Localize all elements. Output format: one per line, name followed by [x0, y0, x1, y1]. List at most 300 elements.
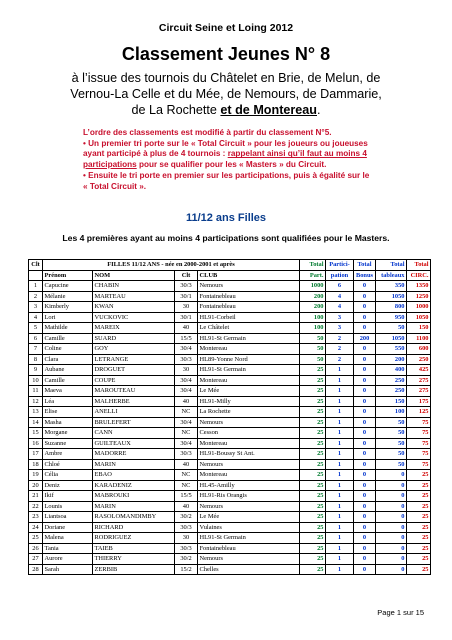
cell-prenom: Malena: [43, 533, 93, 544]
cell-participation: 2: [326, 333, 354, 344]
col-part: Part.: [300, 270, 326, 281]
cell-classement: 40: [175, 459, 198, 470]
col-total-bonus: Total: [354, 260, 376, 271]
cell-participation: 1: [326, 491, 354, 502]
cell-nom: MALHERBE: [93, 396, 175, 407]
cell-club: HL45-Amilly: [198, 480, 300, 491]
col-prenom: Prénom: [43, 270, 93, 281]
cell-prenom: Capucine: [43, 281, 93, 292]
cell-prenom: Célia: [43, 470, 93, 481]
cell-prenom: Deniz: [43, 480, 93, 491]
cell-participation: 1: [326, 564, 354, 575]
cell-club: HL91-Corbeil: [198, 312, 300, 323]
cell-club: Fontainebleau: [198, 291, 300, 302]
cell-total-part: 200: [300, 302, 326, 313]
table-row: [29, 386, 431, 397]
cell-nom: LETRANGE: [93, 354, 175, 365]
cell-total-circuit: 275: [407, 375, 431, 386]
cell-classement: 30/4: [175, 344, 198, 355]
cell-prenom: Sarah: [43, 564, 93, 575]
cell-tableaux: 50: [376, 417, 407, 428]
cell-classement: 30: [175, 533, 198, 544]
cell-classement: 30/4: [175, 417, 198, 428]
cell-club: HL91-Boussy St Ant.: [198, 449, 300, 460]
cell-prenom: Doriane: [43, 522, 93, 533]
cell-bonus: 0: [354, 533, 376, 544]
cell-participation: 1: [326, 501, 354, 512]
cell-nom: SUARD: [93, 333, 175, 344]
table-row: [29, 491, 431, 502]
table-row: [29, 564, 431, 575]
cell-total-part: 25: [300, 459, 326, 470]
cell-rank: 17: [29, 449, 43, 460]
subtitle-line-2: Vernou-La Celle et du Mée, de Nemours, de Dammarie,: [70, 87, 382, 101]
cell-classement: 15/2: [175, 564, 198, 575]
cell-rank: 22: [29, 501, 43, 512]
cell-rank: 7: [29, 344, 43, 355]
col-participation: Partici-: [326, 260, 354, 271]
cell-total-circuit: 600: [407, 344, 431, 355]
cell-total-part: 25: [300, 522, 326, 533]
cell-classement: 40: [175, 501, 198, 512]
cell-nom: CANN: [93, 428, 175, 439]
cell-nom: ANELLI: [93, 407, 175, 418]
cell-club: Nemours: [198, 459, 300, 470]
cell-total-circuit: 150: [407, 323, 431, 334]
cell-rank: 16: [29, 438, 43, 449]
cell-classement: 30/3: [175, 354, 198, 365]
cell-tableaux: 950: [376, 312, 407, 323]
cell-nom: MADORRE: [93, 449, 175, 460]
cell-rank: 12: [29, 396, 43, 407]
cell-rank: 3: [29, 302, 43, 313]
table-row: [29, 333, 431, 344]
cell-classement: 30/3: [175, 543, 198, 554]
cell-prenom: Camille: [43, 375, 93, 386]
cell-rank: 9: [29, 365, 43, 376]
cell-club: Montereau: [198, 470, 300, 481]
table-row: [29, 522, 431, 533]
cell-nom: ZERBIB: [93, 564, 175, 575]
cell-total-part: 25: [300, 470, 326, 481]
cell-tableaux: 50: [376, 449, 407, 460]
cell-rank: 21: [29, 491, 43, 502]
cell-club: HL89-Yonne Nord: [198, 354, 300, 365]
cell-club: Montereau: [198, 375, 300, 386]
col-total-circuit: Total: [407, 260, 431, 271]
cell-nom: TAIEB: [93, 543, 175, 554]
cell-club: HL91-Ris Orangis: [198, 491, 300, 502]
cell-bonus: 0: [354, 375, 376, 386]
cell-club: Le Châtelet: [198, 323, 300, 334]
cell-participation: 1: [326, 375, 354, 386]
note-line: « Total Circuit ».: [83, 181, 147, 191]
cell-total-part: 50: [300, 344, 326, 355]
cell-rank: 15: [29, 428, 43, 439]
cell-tableaux: 0: [376, 564, 407, 575]
cell-prenom: Coline: [43, 344, 93, 355]
cell-nom: MARIN: [93, 459, 175, 470]
cell-bonus: 0: [354, 312, 376, 323]
cell-participation: 1: [326, 386, 354, 397]
cell-bonus: 0: [354, 491, 376, 502]
cell-participation: 1: [326, 396, 354, 407]
cell-total-part: 25: [300, 501, 326, 512]
cell-participation: 1: [326, 480, 354, 491]
cell-tableaux: 200: [376, 354, 407, 365]
table-row: [29, 512, 431, 523]
cell-club: Vulaines: [198, 522, 300, 533]
cell-bonus: 0: [354, 417, 376, 428]
cell-prenom: Suzanne: [43, 438, 93, 449]
cell-total-part: 100: [300, 323, 326, 334]
cell-tableaux: 250: [376, 375, 407, 386]
cell-prenom: Léa: [43, 396, 93, 407]
table-row: [29, 438, 431, 449]
note-line: • Ensuite le tri porte en premier sur les participations, puis à égalité sur le: [83, 170, 370, 180]
cell-bonus: 0: [354, 396, 376, 407]
cell-tableaux: 50: [376, 459, 407, 470]
cell-total-circuit: 75: [407, 428, 431, 439]
cell-classement: 30/3: [175, 281, 198, 292]
cell-total-circuit: 1050: [407, 312, 431, 323]
cell-prenom: Ikif: [43, 491, 93, 502]
note-line: [83, 149, 383, 160]
cell-classement: 40: [175, 396, 198, 407]
cell-bonus: 0: [354, 386, 376, 397]
cell-participation: 2: [326, 354, 354, 365]
cell-total-part: 25: [300, 438, 326, 449]
cell-total-part: 100: [300, 312, 326, 323]
cell-rank: 24: [29, 522, 43, 533]
col-classement: Clt: [175, 270, 198, 281]
cell-participation: 1: [326, 449, 354, 460]
cell-total-part: 1000: [300, 281, 326, 292]
table-row: [29, 501, 431, 512]
cell-total-circuit: 75: [407, 417, 431, 428]
cell-nom: GOY: [93, 344, 175, 355]
cell-tableaux: 0: [376, 543, 407, 554]
cell-rank: 19: [29, 470, 43, 481]
cell-total-circuit: 1350: [407, 281, 431, 292]
note-line: L’ordre des classements est modifié à partir du classement N°5.: [83, 128, 332, 137]
cell-nom: THIERRY: [93, 554, 175, 565]
cell-participation: 3: [326, 323, 354, 334]
col-group-title: FILLES 11/12 ANS - née en 2000-2001 et après: [43, 260, 300, 271]
cell-nom: KARADENIZ: [93, 480, 175, 491]
cell-rank: 18: [29, 459, 43, 470]
cell-tableaux: 50: [376, 428, 407, 439]
cell-rank: 14: [29, 417, 43, 428]
cell-rank: 6: [29, 333, 43, 344]
cell-club: Nemours: [198, 417, 300, 428]
cell-total-circuit: 25: [407, 564, 431, 575]
col-blank: [29, 270, 43, 281]
cell-participation: 3: [326, 312, 354, 323]
cell-tableaux: 350: [376, 281, 407, 292]
cell-nom: COUPE: [93, 375, 175, 386]
cell-total-part: 50: [300, 333, 326, 344]
cell-club: Nemours: [198, 281, 300, 292]
note-underlined: rappelant ainsi qu’il faut au moins 4: [227, 149, 367, 159]
cell-tableaux: 0: [376, 522, 407, 533]
cell-club: HL91-Milly: [198, 396, 300, 407]
cell-rank: 28: [29, 564, 43, 575]
cell-classement: 30/4: [175, 375, 198, 386]
cell-tableaux: 0: [376, 501, 407, 512]
cell-rank: 26: [29, 543, 43, 554]
table-row: [29, 365, 431, 376]
cell-nom: EBAO: [93, 470, 175, 481]
cell-nom: RODRIGUEZ: [93, 533, 175, 544]
table-row: [29, 354, 431, 365]
cell-tableaux: 250: [376, 386, 407, 397]
col-tableaux: tableaux: [376, 270, 407, 281]
cell-prenom: Tania: [43, 543, 93, 554]
col-rank: Clt: [29, 260, 43, 271]
cell-total-circuit: 25: [407, 491, 431, 502]
page-title: Classement Jeunes N° 8: [121, 44, 331, 64]
cell-total-circuit: 25: [407, 470, 431, 481]
cell-total-circuit: 75: [407, 459, 431, 470]
cell-prenom: Kimberly: [43, 302, 93, 313]
table-row: [29, 480, 431, 491]
cell-club: Le Mée: [198, 512, 300, 523]
cell-club: Le Mée: [198, 386, 300, 397]
cell-total-part: 25: [300, 480, 326, 491]
cell-nom: MAREIX: [93, 323, 175, 334]
cell-participation: 4: [326, 302, 354, 313]
cell-rank: 1: [29, 281, 43, 292]
cell-total-circuit: 175: [407, 396, 431, 407]
table-row: [29, 459, 431, 470]
cell-total-circuit: 25: [407, 480, 431, 491]
cell-prenom: Aubane: [43, 365, 93, 376]
cell-tableaux: 50: [376, 323, 407, 334]
cell-total-part: 25: [300, 375, 326, 386]
cell-prenom: Ambre: [43, 449, 93, 460]
cell-participation: 1: [326, 438, 354, 449]
cell-participation: 1: [326, 365, 354, 376]
cell-club: Nemours: [198, 554, 300, 565]
cell-tableaux: 50: [376, 438, 407, 449]
cell-total-part: 25: [300, 554, 326, 565]
cell-participation: 6: [326, 281, 354, 292]
cell-bonus: 0: [354, 564, 376, 575]
cell-rank: 20: [29, 480, 43, 491]
cell-rank: 5: [29, 323, 43, 334]
cell-nom: MARTEAU: [93, 291, 175, 302]
cell-club: HL91-St Germain: [198, 365, 300, 376]
cell-total-circuit: 275: [407, 386, 431, 397]
cell-prenom: Liantsoa: [43, 512, 93, 523]
cell-participation: 1: [326, 417, 354, 428]
cell-classement: 30/1: [175, 291, 198, 302]
cell-nom: DROGUET: [93, 365, 175, 376]
cell-total-circuit: 1100: [407, 333, 431, 344]
circuit-title: Circuit Seine et Loing 2012: [158, 22, 294, 34]
table-subheader-row: [29, 270, 431, 281]
cell-classement: 15/5: [175, 491, 198, 502]
col-pation: pation: [326, 270, 354, 281]
cell-rank: 10: [29, 375, 43, 386]
cell-prenom: Camille: [43, 333, 93, 344]
cell-prenom: Mathilde: [43, 323, 93, 334]
cell-rank: 11: [29, 386, 43, 397]
cell-bonus: 0: [354, 323, 376, 334]
cell-bonus: 0: [354, 291, 376, 302]
cell-total-circuit: 75: [407, 449, 431, 460]
section-title: 11/12 ans Filles: [185, 212, 267, 224]
cell-nom: RICHARD: [93, 522, 175, 533]
note-line: • Un premier tri porte sur le « Total Circuit » pour les joueurs ou joueuses: [83, 138, 368, 148]
cell-nom: GUILTEAUX: [93, 438, 175, 449]
note-text: pour se qualifier pour les « Masters » du Circuit.: [136, 160, 327, 170]
cell-club: La Rochette: [198, 407, 300, 418]
cell-participation: 2: [326, 344, 354, 355]
cell-nom: MARIN: [93, 501, 175, 512]
cell-rank: 13: [29, 407, 43, 418]
table-row: [29, 375, 431, 386]
table-header-row: [29, 260, 431, 271]
cell-tableaux: 1050: [376, 333, 407, 344]
cell-nom: KWAN: [93, 302, 175, 313]
cell-bonus: 0: [354, 522, 376, 533]
note-line: [83, 160, 383, 171]
qualification-note: Les 4 premières ayant au moins 4 participations sont qualifiées pour le Masters.: [62, 233, 390, 243]
table-row: [29, 554, 431, 565]
cell-participation: 1: [326, 470, 354, 481]
cell-total-circuit: 25: [407, 554, 431, 565]
col-club: CLUB: [198, 270, 300, 281]
cell-total-circuit: 1000: [407, 302, 431, 313]
col-bonus: Bonus: [354, 270, 376, 281]
cell-total-circuit: 425: [407, 365, 431, 376]
cell-bonus: 0: [354, 302, 376, 313]
cell-prenom: Aurore: [43, 554, 93, 565]
table-row: [29, 417, 431, 428]
cell-rank: 27: [29, 554, 43, 565]
cell-club: Fontainebleau: [198, 302, 300, 313]
cell-nom: MAROUTEAU: [93, 386, 175, 397]
cell-tableaux: 150: [376, 396, 407, 407]
cell-classement: 30/2: [175, 512, 198, 523]
cell-club: HL91-St Germain: [198, 333, 300, 344]
table-row: [29, 291, 431, 302]
table-row: [29, 449, 431, 460]
col-total-tableaux: Total: [376, 260, 407, 271]
cell-club: Montereau: [198, 438, 300, 449]
cell-bonus: 0: [354, 543, 376, 554]
cell-prenom: Masha: [43, 417, 93, 428]
cell-classement: 40: [175, 323, 198, 334]
cell-prenom: Lounis: [43, 501, 93, 512]
cell-tableaux: 100: [376, 407, 407, 418]
cell-bonus: 0: [354, 438, 376, 449]
cell-club: Fontainebleau: [198, 543, 300, 554]
cell-prenom: Morgane: [43, 428, 93, 439]
cell-bonus: 0: [354, 407, 376, 418]
cell-bonus: 0: [354, 501, 376, 512]
cell-bonus: 0: [354, 365, 376, 376]
cell-bonus: 0: [354, 449, 376, 460]
cell-prenom: Elise: [43, 407, 93, 418]
cell-total-part: 25: [300, 449, 326, 460]
cell-total-circuit: 25: [407, 512, 431, 523]
cell-classement: 30: [175, 302, 198, 313]
cell-participation: 1: [326, 522, 354, 533]
cell-total-part: 25: [300, 533, 326, 544]
cell-bonus: 0: [354, 344, 376, 355]
cell-prenom: Mélanie: [43, 291, 93, 302]
cell-rank: 23: [29, 512, 43, 523]
cell-rank: 25: [29, 533, 43, 544]
cell-rank: 2: [29, 291, 43, 302]
cell-tableaux: 550: [376, 344, 407, 355]
cell-bonus: 0: [354, 459, 376, 470]
ranking-table: [28, 259, 431, 575]
cell-total-part: 50: [300, 354, 326, 365]
col-circ: CIRC.: [407, 270, 431, 281]
table-row: [29, 533, 431, 544]
cell-total-part: 25: [300, 365, 326, 376]
table-row: [29, 407, 431, 418]
cell-rank: 4: [29, 312, 43, 323]
cell-bonus: 0: [354, 480, 376, 491]
table-row: [29, 323, 431, 334]
cell-classement: 15/5: [175, 333, 198, 344]
cell-classement: NC: [175, 407, 198, 418]
cell-participation: 1: [326, 543, 354, 554]
cell-bonus: 0: [354, 470, 376, 481]
cell-participation: 1: [326, 533, 354, 544]
cell-total-part: 25: [300, 564, 326, 575]
note-underlined: participations: [83, 160, 137, 170]
table-row: [29, 302, 431, 313]
cell-nom: BRULEFERT: [93, 417, 175, 428]
cell-club: Nemours: [198, 501, 300, 512]
cell-total-part: 200: [300, 291, 326, 302]
cell-total-circuit: 1250: [407, 291, 431, 302]
cell-tableaux: 800: [376, 302, 407, 313]
subtitle-line-3-text: de La Rochette: [131, 103, 221, 117]
cell-classement: NC: [175, 470, 198, 481]
table-row: [29, 396, 431, 407]
cell-tableaux: 400: [376, 365, 407, 376]
cell-total-part: 25: [300, 428, 326, 439]
page-number: Page 1 sur 15: [377, 608, 424, 617]
cell-tableaux: 0: [376, 554, 407, 565]
cell-classement: 30/3: [175, 522, 198, 533]
cell-bonus: 0: [354, 428, 376, 439]
cell-prenom: Clara: [43, 354, 93, 365]
cell-total-circuit: 25: [407, 522, 431, 533]
table-row: [29, 428, 431, 439]
col-total: Total: [300, 260, 326, 271]
cell-club: Montereau: [198, 344, 300, 355]
cell-total-circuit: 250: [407, 354, 431, 365]
cell-total-part: 25: [300, 543, 326, 554]
cell-participation: 4: [326, 291, 354, 302]
cell-participation: 1: [326, 459, 354, 470]
cell-total-circuit: 25: [407, 543, 431, 554]
cell-total-circuit: 125: [407, 407, 431, 418]
cell-total-part: 25: [300, 417, 326, 428]
cell-bonus: 200: [354, 333, 376, 344]
table-row: [29, 344, 431, 355]
table-row: [29, 470, 431, 481]
table-row: [29, 543, 431, 554]
